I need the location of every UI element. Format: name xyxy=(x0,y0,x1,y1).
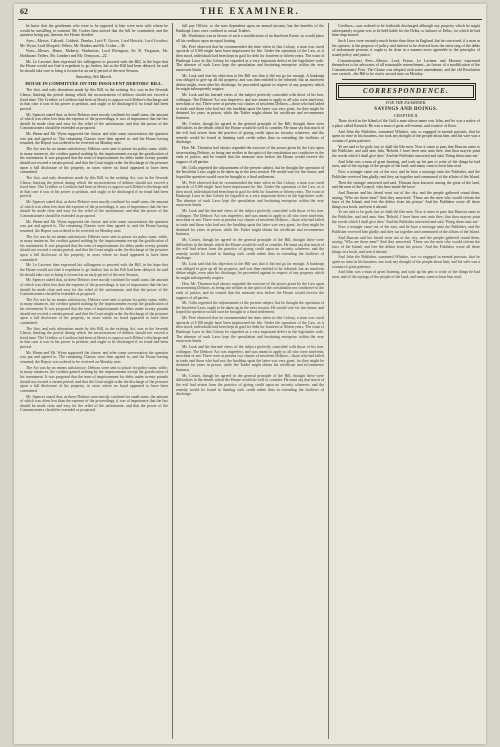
chapter-heading: CHAPTER II. xyxy=(393,112,419,118)
column-divider-2 xyxy=(328,23,329,739)
paragraph: Creditors—was ordered to be forthwith discharged although any property which he might subsequently acquire was to be held liable for the Debts, or balance of Debts, for which he had been imprisoned. xyxy=(332,24,480,38)
paragraph: And John the Publisher, surnamed Whisker, was so engaged in mental pursuits, that he spent no time in his business, nor took any thought of the people about him; and his wife was a woman of great patience. xyxy=(332,129,480,144)
paragraph: The Act was by no means satisfactory: Debtors were sent to prison for paltry sums, while, in many instances, the creditor gained nothing by the imprisonment except the gratification of his resentment. It was proposed that the term of imprisonment for debts under twenty pounds should not exceed a certain period, and that the Court might order the discharge of the prisoner upon a full disclosure of his property, in cases where no fraud appeared to have been committed. xyxy=(20,147,168,175)
paragraph: full pay Officer, or the sum dependent upon an annual income; but the benefits of the Bankrupt Laws were confined to actual Traders. xyxy=(176,24,324,33)
paragraph: The Act was by no means satisfactory: Debtors were sent to prison for paltry sums, while, in many instances, the creditor gained nothing by the imprisonment except the gratification of his resentment. It was proposed that the term of imprisonment for debts under twenty pounds should not exceed a certain period, and that the Court might order the discharge of the prisoner upon a full disclosure of his property, in cases where no fraud appeared to have been committed. xyxy=(20,297,168,325)
paragraph: Mr. Lusk said that his objection to the Bill was that it did not go far enough. A bankrupt was obliged to give up all his property, and was then entitled to be released; but an insolvent debtor might, even after his discharge, be proceeded against in respect of any property which he might subsequently acquire. xyxy=(176,73,324,92)
section-divider xyxy=(342,79,470,80)
page-header xyxy=(14,4,486,21)
paragraph: Ye are said to be gods, but ye shall die like men. Now it came to pass that Duncan came to the Publisher, and said unto him, 'Behold, I have been sent unto thee, that thou mayest print the words which I shall give thee.' And the Publisher answered and said, 'Bring them unto me.' xyxy=(332,144,480,158)
paragraph: he knew that the gentlemen who were to be opposed to him were men with whom he would be unwilling to contend. Mr. Croker then moved that the bill be committed, and the question being put, thereon, the House divided: xyxy=(20,24,168,38)
dateline: Saturday, 9th March. xyxy=(75,73,113,79)
paragraph: Hon. Mr. Thomson had always regarded the exercise of the power given by the Law upon incarcerating Debtors, as being one neither in the spirit of the constitution nor conducive to the ends of justice; and he trusted that the measure now before the House would receive the support of all parties. xyxy=(176,145,324,164)
correspondence-banner: CORRESPONDENCE. xyxy=(338,85,474,98)
article-title: SAYINGS AND DOINGS. xyxy=(374,106,438,112)
byline: FOR THE EXAMINER. xyxy=(385,99,427,105)
paragraph: Ye are said to be gods, but ye shall die like men. Now it came to pass that Duncan came to the Publisher, and said unto him, 'Behold, I have been sent unto thee, that thou mayest print the words which I shall give thee.' And the Publisher answered and said, 'Bring them unto me.' xyxy=(332,210,480,224)
paragraph: Mr. Peel observed that he recommended the time when in this Colony, a man was owed upwards of £100 might have been imprisoned for life. Under the operation of the Law, as it then stood, individuals had been kept in gaol for debt for fourteen or fifteen years. The want of Bankrupt Laws in this Colony he regarded as a very important defect in the legislative code. The absence of such Laws kept the speculation and hesitating enterprise within the very narrowest limits. xyxy=(176,180,324,208)
paragraph: Mr. Le Lacester then expressed his willingness to proceed with the Bill, in the hope that the House would not find it expedient to go further; but as the Bill had been delayed, he said he should take care to bring it forward at an early period of the next Session. xyxy=(20,59,168,73)
paragraph: The first, and only alterations made by this Bill, in the existing Act, was in the Seventh Clause, limiting the period during which the incarcerations of debtors should not exceed a fixed time. The Creditor or Creditors had been at liberty to oppose such Debtor's discharge and in that case it was in his power to petition, and ought to be discharged if no fraud had been proved. xyxy=(20,326,168,350)
paragraph: Mr. Hume and Mr. Wynn supported the clause; and after some conversation the question was put and agreed to. The remaining Clauses were then agreed to, and the House having resumed, the Report was ordered to be received on Monday next. xyxy=(20,350,168,364)
paragraph: And John was a man of great learning, and took up his pen to write of the things he had seen, and of the sayings of the people of the land; and many came to hear him read. xyxy=(332,270,480,279)
column-1 xyxy=(20,24,168,736)
paragraph: And Duncan and his friend went out of the city, and the people gathered round them, saying, 'Who are these men?' And they answered, 'These are the men who would reform the laws of the Island, and free the debtor from his prison.' And the Publisher wrote all these things in a book, and sent it abroad. xyxy=(332,235,480,254)
paragraph: Mr. Spencer stated that, as these Debtors were mostly confined for small sums, the amount of which was often less than the expense of the proceedings, it was of importance that the law should be made clear and easy for the relief of the unfortunate, and that the power of the Commissioners should be extended as proposed. xyxy=(20,112,168,131)
paragraph: Mr. Warburton was in favour of such a modification of an Insolvent Estate, as would place all his creditors upon an equal footing. xyxy=(176,34,324,43)
paragraph: Mr. Hume and Mr. Wynn supported the clause; and after some conversation the question was put and agreed to. The remaining Clauses were then agreed to, and the House having resumed, the Report was ordered to be received on Monday next. xyxy=(20,132,168,146)
paragraph: There dwelt in the Island of the Gulf a man whose name was John, and he was a native of a place called Kenrick. He was a man of great self-esteem, and a native of Kent. xyxy=(332,119,480,129)
column-3 xyxy=(332,24,480,736)
paragraph: Such Laws were certainly much better than those in England, but he conceived, if a man in his opinion, is the purpose of policy and interest to be derived from the enforcing of the debts of unfortunate persons, it ought to be done in a manner more agreeable to the principles of sound policy and justice. xyxy=(332,38,480,57)
paragraph: Mr. Spencer stated that, as these Debtors were mostly confined for small sums, the amount of which was often less than the expense of the proceedings, it was of importance that the law should be made clear and easy for the relief of the unfortunate, and that the power of the Commissioners should be extended as proposed. xyxy=(20,200,168,218)
paragraph: Mr. Spencer stated that, as these Debtors were mostly confined for small sums, the amount of which was often less than the expense of the proceedings, it was of importance that the law should be made clear and easy for the relief of the unfortunate, and that the power of the Commissioners should be extended as proposed. xyxy=(20,278,168,297)
paragraph: Mr. Peel observed that he recommended the time when in this Colony, a man was owed upwards of £100 might have been imprisoned for life. Under the operation of the Law, as it then stood, individuals had been kept in gaol for debt for fourteen or fifteen years. The want of Bankrupt Laws in this Colony he regarded as a very important defect in the legislative code. The absence of such Laws kept the speculation and hesitating enterprise within the very narrowest limits. xyxy=(176,44,324,72)
paragraph: Mr. Colla regretted the adjournment of the present subject, but he thought the operation of the Insolvent Laws ought to be taken up in the next session. He would vote for the clause, and hoped the question would soon be brought to a final settlement. xyxy=(176,165,324,179)
paragraph: Mr. Croker, though he agreed in the general principle of the Bill, thought there were difficulties in the details which the House would do well to consider. He must say that much of the evil had arisen from the practice of giving credit upon no security whatever, and the remedy would be found in limiting such credit rather than in extending the facilities of discharge. xyxy=(176,373,324,397)
paragraph: The first, and only alterations made by this Bill, in the existing Act, was in the Seventh Clause, limiting the period during which the incarcerations of debtors should not exceed a fixed time. The Creditor or Creditors had been at liberty to oppose such Debtor's discharge and in that case it was in his power to petition, and ought to be discharged if no fraud had been proved. xyxy=(20,175,168,199)
paragraph: Mr. Lusk and his learned views of the subject perfectly coincided with those of his hon. colleague. The Debtors' Act was imperfect, and was meant to apply to all who were insolvent, merchant or not. There were at present two classes of insolvent Debtors—those who had failed in trade and those who had not; the hardship upon the latter was very great, for they might be detained for years in prison, while the Trader might obtain his certificate and recommence business. xyxy=(176,345,324,372)
paragraph: The Act was by no means satisfactory: Debtors were sent to prison for paltry sums, while, in many instances, the creditor gained nothing by the imprisonment except the gratification of his resentment. It was proposed that the term of imprisonment for debts under twenty pounds should not exceed a certain period, and that the Court might order the discharge of the prisoner upon a full disclosure of his property, in cases where no fraud appeared to have been committed. xyxy=(20,234,168,262)
paragraph: Hon. Mr. Thomson had always regarded the exercise of the power given by the Law upon incarcerating Debtors, as being one neither in the spirit of the constitution nor conducive to the ends of justice; and he trusted that the measure now before the House would receive the support of all parties. xyxy=(176,281,324,300)
paragraph: And John the Publisher, surnamed Whisker, was so engaged in mental pursuits, that he spent no time in his business, nor took any thought of the people about him; and his wife was a woman of great patience. xyxy=(332,255,480,269)
paragraph: Mr. Colla regretted the adjournment of the present subject, but he thought the operation of the Insolvent Laws ought to be taken up in the next session. He would vote for the clause, and hoped the question would soon be brought to a final settlement. xyxy=(176,301,324,315)
column-divider-1 xyxy=(172,23,173,739)
paragraph: Mr. Croker, though he agreed in the general principle of the Bill, thought there were difficulties in the details which the House would do well to consider. He must say that much of the evil had arisen from the practice of giving credit upon no security whatever, and the remedy would be found in limiting such credit rather than in extending the facilities of discharge. xyxy=(176,121,324,145)
paragraph: Then the stranger answered and said, 'Duncan thou knowest among the great of the land, and the men of the Council, who have made the laws.' xyxy=(332,180,480,190)
paragraph: Mr. Lusk and his learned views of the subject perfectly coincided with those of his hon. colleague. The Debtors' Act was imperfect, and was meant to apply to all who were insolvent, merchant or not. There were at present two classes of insolvent Debtors—those who had failed in trade and those who had not; the hardship upon the latter was very great, for they might be detained for years in prison, while the Trader might obtain his certificate and recommence business. xyxy=(176,209,324,237)
masthead-title: THE EXAMINER. xyxy=(200,6,300,16)
paragraph: And Duncan and his friend went out of the city, and the people gathered round them, saying, 'Who are these men?' And they answered, 'These are the men who would reform the laws of the Island, and free the debtor from his prison.' And the Publisher wrote all these things in a book, and sent it abroad. xyxy=(332,190,480,209)
paragraph: Commissioners Fees—Messrs. Lord, Fraser, Le Lacheur and Mooney expressed themselves to be advocates of all reasonable retrenchment—in favour of a modification of the Commissioners' Fees. The Clause was adopted with some amendment, and the old Resolution was carried—the Bill to be read a second time on Monday. xyxy=(332,58,480,77)
paragraph: Mr. Lusk and his learned views of the subject perfectly coincided with those of his hon. colleague. The Debtors' Act was imperfect, and was meant to apply to all who were insolvent, merchant or not. There were at present two classes of insolvent Debtors—those who had failed in trade and those who had not; the hardship upon the latter was very great, for they might be detained for years in prison, while the Trader might obtain his certificate and recommence business. xyxy=(176,93,324,121)
paragraph: The Act was by no means satisfactory: Debtors were sent to prison for paltry sums, while, in many instances, the creditor gained nothing by the imprisonment except the gratification of his resentment. It was proposed that the term of imprisonment for debts under twenty pounds should not exceed a certain period, and that the Court might order the discharge of the prisoner upon a full disclosure of his property, in cases where no fraud appeared to have been committed. xyxy=(20,365,168,393)
noes-list: Noes—Messrs. Hume, Maberly, Warburton, Lord Ebrington, Sir R. Ferguson, Mr. Hobhouse. Tellers, Mr. Lambert and Mr. Tennyson—22. xyxy=(20,49,168,58)
newspaper-page xyxy=(14,4,486,744)
paragraph: Now a stranger came out of the east, and he bore a message unto the Publisher, and the Publisher received him gladly; and they sat together and communed of the affairs of the Island. xyxy=(332,225,480,235)
paragraph: Mr. Spencer stated that, as these Debtors were mostly confined for small sums, the amount of which was often less than the expense of the proceedings, it was of importance that the law should be made clear and easy for the relief of the unfortunate, and that the power of the Commissioners should be extended as proposed. xyxy=(20,394,168,413)
section-heading: HOUSE IN COMMITTEE ON THE INSOLVENT DEBTORS' BILL. xyxy=(25,81,163,87)
paragraph: And John was a man of great learning, and took up his pen to write of the things he had seen, and of the sayings of the people of the land; and many came to hear him read. xyxy=(332,159,480,169)
header-rule xyxy=(18,19,482,20)
paragraph: Mr. Lusk said that his objection to the Bill was that it did not go far enough. A bankrupt was obliged to give up all his property, and was then entitled to be released; but an insolvent debtor might, even after his discharge, be proceeded against in respect of any property which he might subsequently acquire. xyxy=(176,262,324,280)
paragraph: Mr. Peel observed that he recommended the time when in this Colony, a man was owed upwards of £100 might have been imprisoned for life. Under the operation of the Law, as it then stood, individuals had been kept in gaol for debt for fourteen or fifteen years. The want of Bankrupt Laws in this Colony he regarded as a very important defect in the legislative code. The absence of such Laws kept the speculation and hesitating enterprise within the very narrowest limits. xyxy=(176,316,324,344)
ayes-list: Ayes—Messrs. Calcraft, Cobbett, Dundas, Lord F. Gower, Lord Howick, Lord Lowther, Mr. Wynn, Lord Morpeth. Tellers, Mr. Bankes and Mr. Croker—38. xyxy=(20,38,168,48)
paragraph: The first, and only alterations made by this Bill, in the existing Act, was in the Seventh Clause, limiting the period during which the incarcerations of debtors should not exceed a fixed time. The Creditor or Creditors had been at liberty to oppose such Debtor's discharge and in that case it was in his power to petition, and ought to be discharged if no fraud had been proved. xyxy=(20,88,168,111)
paragraph: Now a stranger came out of the east, and he bore a message unto the Publisher, and the Publisher received him gladly; and they sat together and communed of the affairs of the Island. xyxy=(332,170,480,179)
paragraph: Mr. Le Lacester then expressed his willingness to proceed with the Bill, in the hope that the House would not find it expedient to go further; but as the Bill had been delayed, he said he should take care to bring it forward at an early period of the next Session. xyxy=(20,263,168,277)
column-2 xyxy=(176,24,324,736)
paragraph: Mr. Hume and Mr. Wynn supported the clause; and after some conversation the question was put and agreed to. The remaining Clauses were then agreed to, and the House having resumed, the Report was ordered to be received on Monday next. xyxy=(20,219,168,233)
page-number: 62 xyxy=(20,7,28,16)
paragraph: Mr. Croker, though he agreed in the general principle of the Bill, thought there were difficulties in the details which the House would do well to consider. He must say that much of the evil had arisen from the practice of giving credit upon no security whatever, and the remedy would be found in limiting such credit rather than in extending the facilities of discharge. xyxy=(176,238,324,261)
